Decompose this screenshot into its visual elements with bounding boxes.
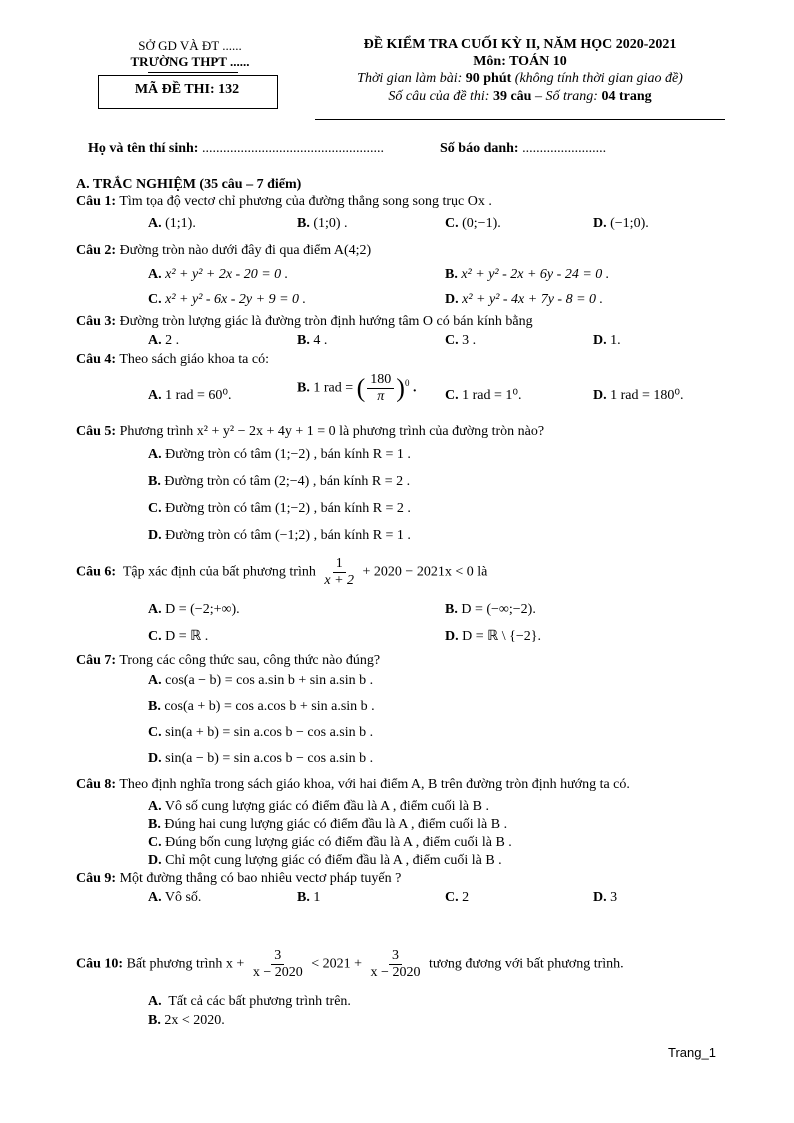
exam-code: MÃ ĐỀ THI: 132 [134, 82, 240, 97]
q10-option-b[interactable]: B. 2x < 2020. [148, 1013, 225, 1028]
q4-option-c[interactable]: C. 1 rad = 1⁰. [445, 388, 522, 403]
q5-option-d[interactable]: D. Đường tròn có tâm (−1;2) , bán kính R = 1 . [148, 528, 411, 543]
question-9: Câu 9: Một đường thẳng có bao nhiêu vectơ pháp tuyến ? [76, 871, 402, 886]
q3-option-a[interactable]: A. 2 . [148, 333, 180, 348]
question-7: Câu 7: Trong các công thức sau, công thức nào đúng? [76, 653, 381, 668]
q7-option-a[interactable]: A. cos(a − b) = cos a.sin b + sin a.sin b . [148, 673, 374, 688]
question-4: Câu 4: Theo sách giáo khoa ta có: [76, 352, 269, 367]
q9-option-d[interactable]: D. 3 [593, 890, 618, 905]
exam-time: Thời gian làm bài: 90 phút (không tính thời gian giao đề) [357, 71, 683, 86]
q2-option-a[interactable]: A. x² + y² + 2x - 20 = 0 . [148, 267, 289, 282]
section-a-title: A. TRẮC NGHIỆM (35 câu – 7 điểm) [76, 177, 302, 192]
candidate-name-row: Họ và tên thí sinh: .................................................... [88, 141, 384, 156]
q3-option-c[interactable]: C. 3 . [445, 333, 477, 348]
q4-option-a[interactable]: A. 1 rad = 60⁰. [148, 388, 232, 403]
q2-option-b[interactable]: B. x² + y² - 2x + 6y - 24 = 0 . [445, 267, 610, 282]
q1-option-c[interactable]: C. (0;−1). [445, 216, 501, 231]
q3-option-b[interactable]: B. 4 . [297, 333, 328, 348]
school-underline [148, 72, 238, 73]
q7-option-d[interactable]: D. sin(a − b) = sin a.cos b − cos a.sin b . [148, 751, 374, 766]
page-number: Trang_1 [668, 1045, 716, 1060]
q7-option-b[interactable]: B. cos(a + b) = cos a.cos b + sin a.sin b . [148, 699, 375, 714]
header-divider [315, 119, 725, 120]
q2-option-c[interactable]: C. x² + y² - 6x - 2y + 9 = 0 . [148, 292, 307, 307]
q2-option-d[interactable]: D. x² + y² - 4x + 7y - 8 = 0 . [445, 292, 604, 307]
q1-option-d[interactable]: D. (−1;0). [593, 216, 649, 231]
q5-option-a[interactable]: A. Đường tròn có tâm (1;−2) , bán kính R = 1 . [148, 447, 411, 462]
q8-option-d[interactable]: D. Chỉ một cung lượng giác có điểm đầu là A , điểm cuối là B . [148, 853, 502, 868]
question-6: Câu 6: Tập xác định của bất phương trình $\frac{1}{x + 2}$ + 2020 − 2021x < 0 là [76, 556, 488, 588]
question-5: Câu 5: Phương trình x² + y² − 2x + 4y + 1 = 0 là phương trình của đường tròn nào? [76, 424, 545, 439]
exam-title: ĐỀ KIỂM TRA CUỐI KỲ II, NĂM HỌC 2020-2021 [363, 37, 677, 52]
candidate-id-row: Số báo danh: ........................ [440, 141, 607, 156]
question-10: Câu 10: Bất phương trình x + $\frac{3}{x - 2020}$ < 2021 + $\frac{3}{x - 2020}$ tương đương với bất phương trình. [76, 948, 624, 980]
exam-count: Số câu của đề thi: 39 câu – Số trang: 04 trang [388, 89, 652, 104]
q5-option-b[interactable]: B. Đường tròn có tâm (2;−4) , bán kính R = 2 . [148, 474, 411, 489]
school-name: TRƯỜNG THPT ...... [130, 54, 250, 69]
q5-option-c[interactable]: C. Đường tròn có tâm (1;−2) , bán kính R = 2 . [148, 501, 411, 516]
question-2: Câu 2: Đường tròn nào dưới đây đi qua điểm A(4;2) [76, 243, 372, 258]
q4-option-b[interactable]: B. 1 rad = ( $\frac{180}{\pi}$ )$^0$ . [297, 372, 417, 404]
q7-option-c[interactable]: C. sin(a + b) = sin a.cos b − cos a.sin b . [148, 725, 374, 740]
q6-option-a[interactable]: A. D = (−2;+∞). [148, 602, 240, 617]
q6-option-d[interactable]: D. D = ℝ \ {−2}. [445, 629, 541, 644]
q8-option-b[interactable]: B. Đúng hai cung lượng giác có điểm đầu là A , điểm cuối là B . [148, 817, 508, 832]
q6-option-c[interactable]: C. D = ℝ . [148, 629, 209, 644]
q1-option-b[interactable]: B. (1;0) . [297, 216, 348, 231]
q4-option-d[interactable]: D. 1 rad = 180⁰. [593, 388, 684, 403]
question-8: Câu 8: Theo định nghĩa trong sách giáo khoa, với hai điểm A, B trên đường tròn định hướng ta có. [76, 777, 630, 792]
question-1: Câu 1: Tìm tọa độ vectơ chỉ phương của đường thẳng song song trục Ox . [76, 194, 492, 209]
q9-option-b[interactable]: B. 1 [297, 890, 321, 905]
q1-option-a[interactable]: A. (1;1). [148, 216, 196, 231]
exam-subject: Môn: TOÁN 10 [473, 54, 567, 69]
q10-option-a[interactable]: A. Tất cả các bất phương trình trên. [148, 994, 351, 1009]
question-3: Câu 3: Đường tròn lượng giác là đường tròn định hướng tâm O có bán kính bằng [76, 314, 533, 329]
q9-option-a[interactable]: A. Vô số. [148, 890, 202, 905]
department-name: SỞ GD VÀ ĐT ...... [138, 38, 242, 53]
q6-option-b[interactable]: B. D = (−∞;−2). [445, 602, 536, 617]
q8-option-c[interactable]: C. Đúng bốn cung lượng giác có điểm đầu là A , điểm cuối là B . [148, 835, 512, 850]
q8-option-a[interactable]: A. Vô số cung lượng giác có điểm đầu là A , điểm cuối là B . [148, 799, 489, 814]
q9-option-c[interactable]: C. 2 [445, 890, 470, 905]
q3-option-d[interactable]: D. 1. [593, 333, 621, 348]
